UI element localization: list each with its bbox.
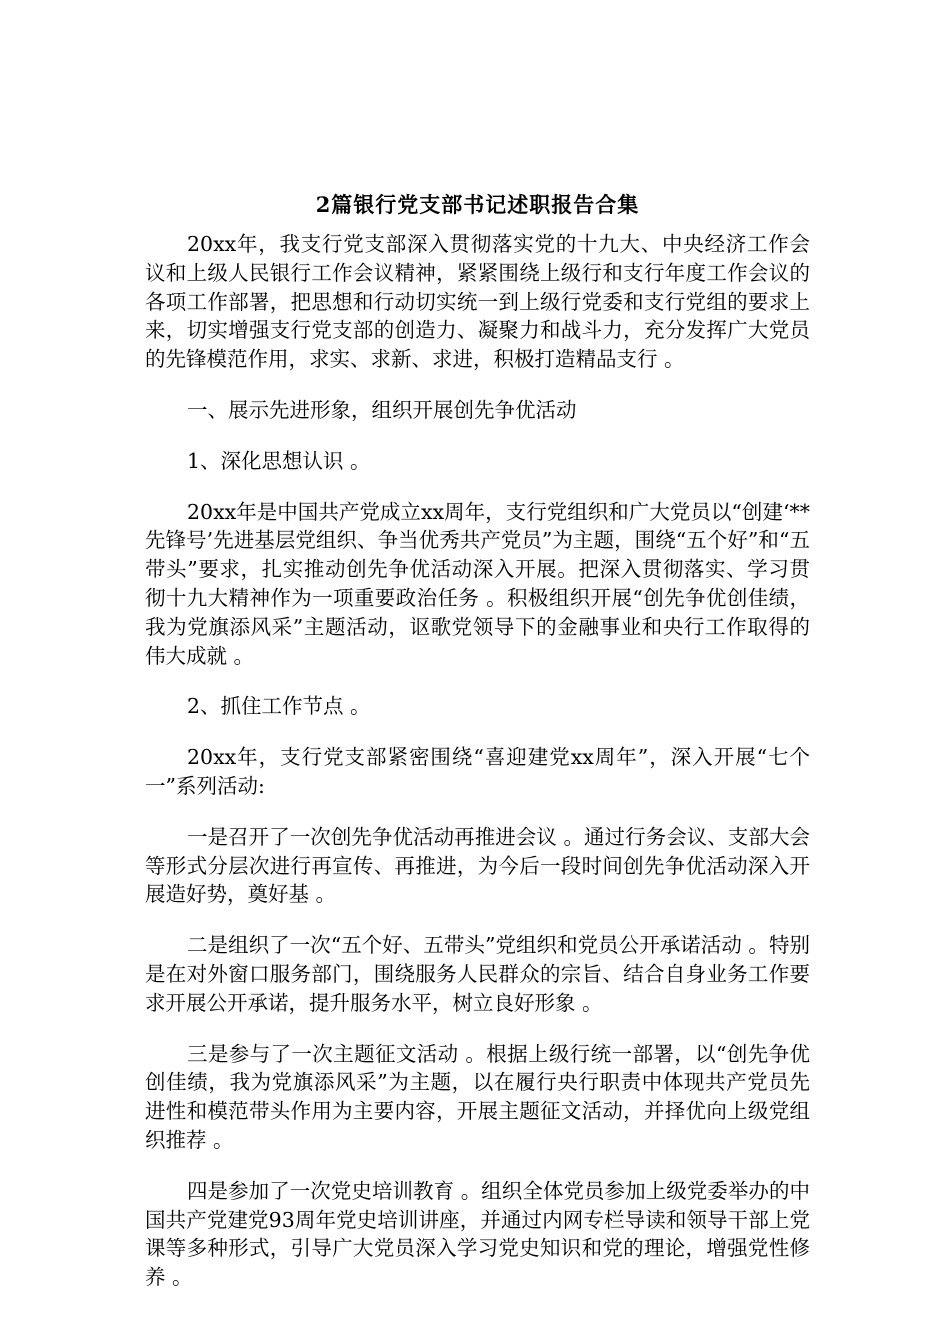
subheading-2: 2、抓住工作节点 。 — [187, 694, 371, 719]
document-title: 2篇银行党支部书记述职报告合集 — [315, 192, 640, 217]
list-item-1: 一是召开了一次创先争优活动再推进会议 。通过行务会议、支部大会等形式分层次进行再宣传、再推进，为今后一段时间创先争优活动深入开展造好势，奠好基 。 — [145, 824, 810, 907]
document-page — [145, 190, 810, 1314]
list-item-4: 四是参加了一次党史培训教育 。组织全体党员参加上级党委举办的中国共产党建党93周年党史培训讲座，并通过内网专栏导读和领导干部上党课等多种形式，引导广大党员深入学习党史知识和党的理论，增强党性修养 。 — [145, 1178, 810, 1290]
section-heading-1: 一、展示先进形象，组织开展创先争优活动 — [187, 397, 577, 422]
paragraph-body-1: 20xx年是中国共产党成立xx周年，支行党组织和广大党员以“创建‘**先锋号’先进基层党组织、争当优秀共产党员”为主题，围绕“五个好”和“五带头”要求，扎实推动创先争优活动深入开展。把深入贯彻落实、学习贯彻十九大精神作为一项重要政治任务 。积极组织开展“创先争优创佳绩，我为党旗添风采”主题活动，讴歌党领导下的金融事业和央行工作取得的伟大成就 。 — [145, 499, 810, 668]
subheading-1: 1、深化思想认识 。 — [187, 448, 371, 473]
paragraph-body-2: 20xx年，支行党支部紧密围绕“喜迎建党xx周年”，深入开展“七个一”系列活动: — [145, 745, 810, 798]
list-item-2: 二是组织了一次“五个好、五带头”党组织和党员公开承诺活动 。特别是在对外窗口服务部门，围绕服务人民群众的宗旨、结合自身业务工作要求开展公开承诺，提升服务水平，树立良好形象 。 — [145, 933, 810, 1015]
paragraph-intro: 20xx年，我支行党支部深入贯彻落实党的十九大、中央经济工作会议和上级人民银行工作会议精神，紧紧围绕上级行和支行年度工作会议的各项工作部署，把思想和行动切实统一到上级行党委和支行党组的要求上来，切实增强支行党支部的创造力、凝聚力和战斗力，充分发挥广大党员的先锋模范作用，求实、求新、求进，积极打造精品支行 。 — [145, 232, 810, 372]
list-item-3: 三是参与了一次主题征文活动 。根据上级行统一部署，以“创先争优创佳绩，我为党旗添风采”为主题，以在履行央行职责中体现共产党员先进性和模范带头作用为主要内容，开展主题征文活动，并择优向上级党组织推荐 。 — [145, 1041, 810, 1152]
